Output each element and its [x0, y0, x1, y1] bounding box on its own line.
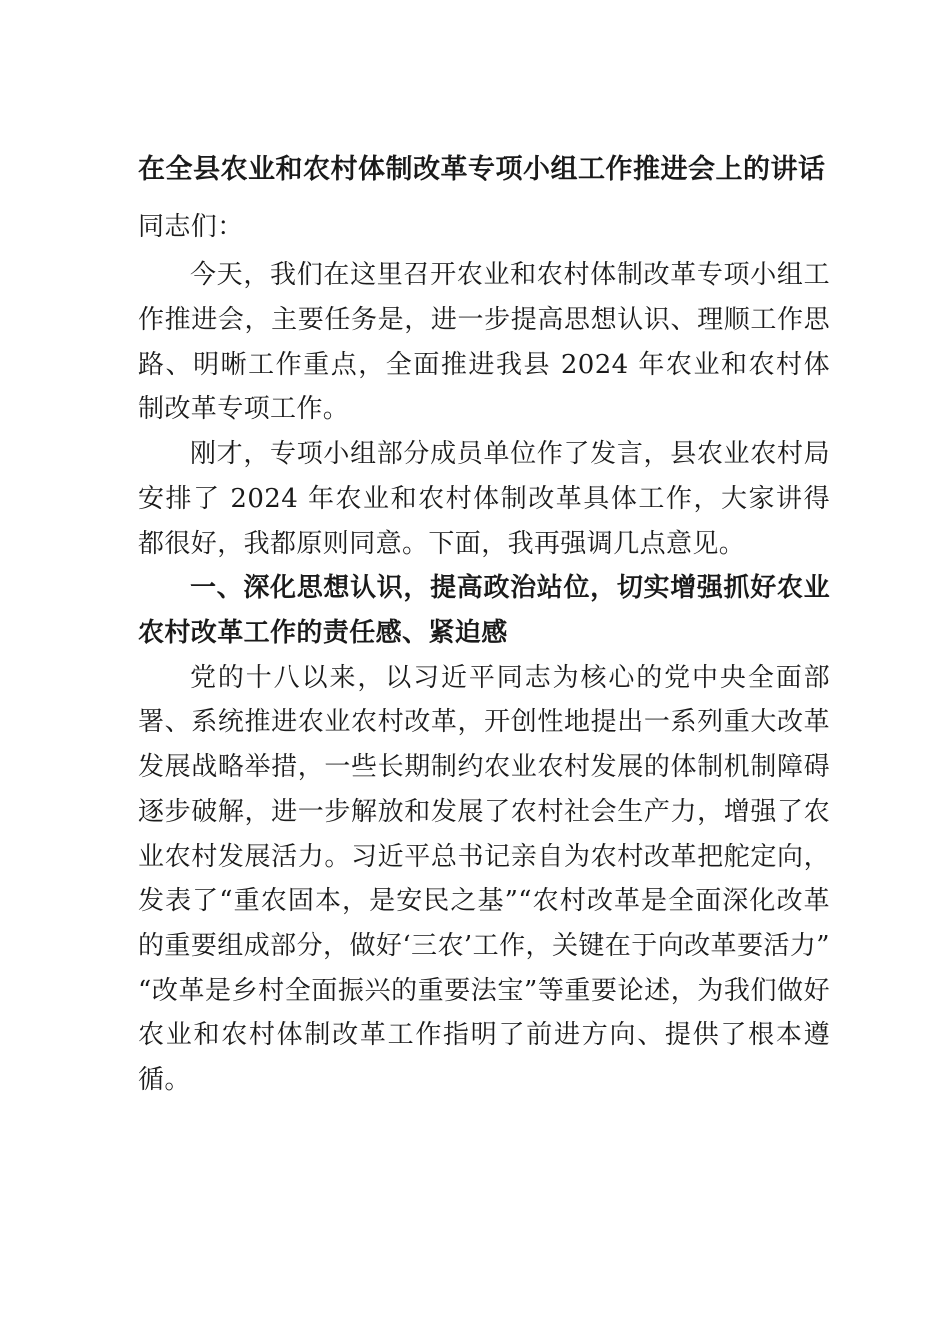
salutation: 同志们： [138, 211, 244, 242]
paragraph-3: 党的十八以来，以习近平同志为核心的党中央全面部署、系统推进农业农村改革，开创性地提出一系列重大改革发展战略举措，一些长期制约农业农村发展的体制机制障碍逐步破解，进一步解放和发展了农村社会生产力，增强了农业农村发展活力。习近平总书记亲自为农村改革把舵定向，发表了“重农固本，是安民之基”“农村改革是全面深化改革的重要组成部分，做好‘三农’工作，关键在于向改革要活力”“改革是乡村全面振兴的重要法宝”等重要论述，为我们做好农业和农村体制改革工作指明了前进方向、提供了根本遵循。 [138, 662, 830, 1096]
page-title: 在全县农业和农村体制改革专项小组工作推进会上的讲话 [138, 154, 826, 185]
section-heading-1: 一、深化思想认识，提高政治站位，切实增强抓好农业农村改革工作的责任感、紧迫感 [138, 573, 830, 648]
paragraph-2: 刚才，专项小组部分成员单位作了发言，县农业农村局安排了 2024 年农业和农村体制改革具体工作，大家讲得都很好，我都原则同意。下面，我再强调几点意见。 [138, 439, 830, 559]
paragraph-1: 今天，我们在这里召开农业和农村体制改革专项小组工作推进会，主要任务是，进一步提高思想认识、理顺工作思路、明晰工作重点，全面推进我县 2024 年农业和农村体制改革专项工作。 [138, 260, 830, 425]
